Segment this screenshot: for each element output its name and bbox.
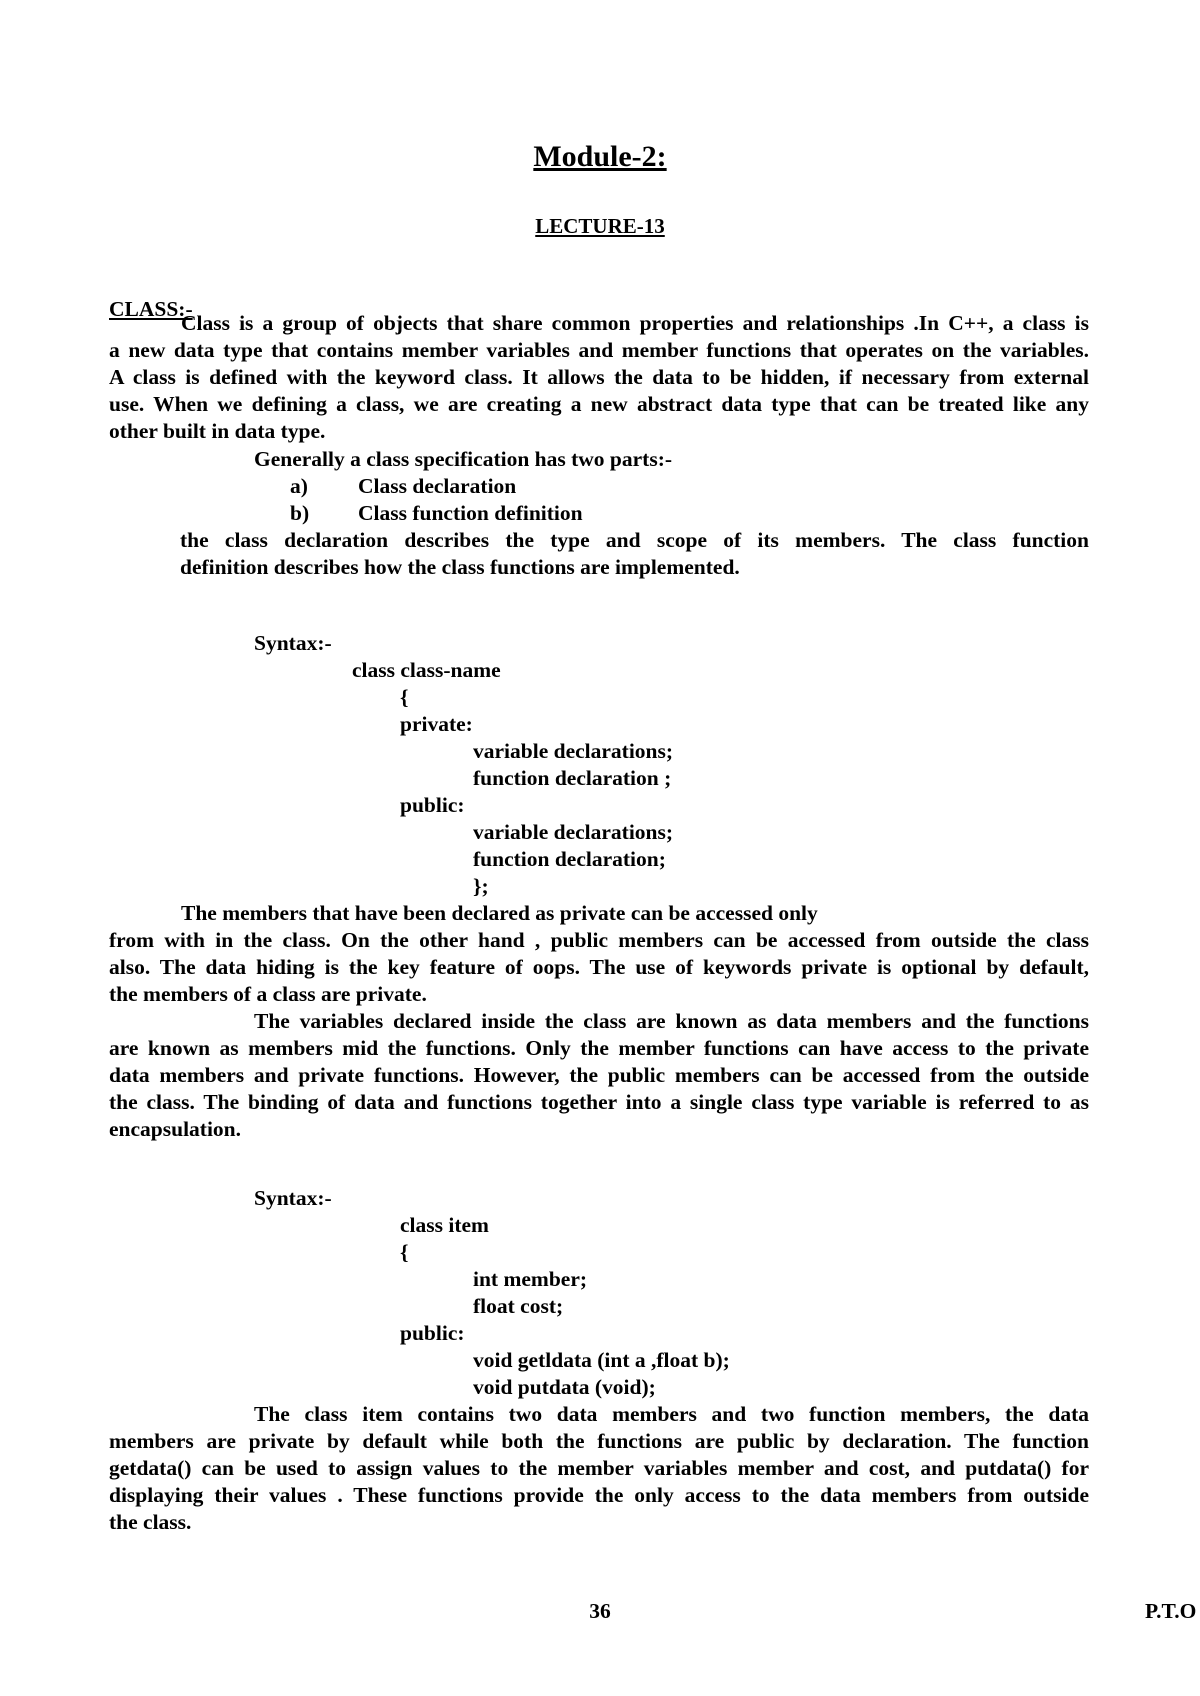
text-line: The variables declared inside the class are known as data members and the functions [254,1009,1089,1033]
text-line: the class. [109,1510,192,1534]
text-line: getdata() can be used to assign values to the member variables member and cost, and putdata() for [109,1456,1089,1480]
code-line: void putdata (void); [473,1375,656,1399]
text-line: encapsulation. [109,1117,242,1141]
code-line: int member; [473,1267,588,1291]
section-heading: CLASS:- [109,297,193,321]
text-line: from with in the class. On the other hand , public members can be accessed from outside the class [109,928,1089,952]
item-paragraph [109,1401,1089,1536]
text-line: use. When we defining a class, we are creating a new abstract data type that can be treated like any [109,392,1089,416]
text-line: displaying their values . These functions provide the only access to the data members from outside [109,1483,1089,1507]
declaration-paragraph [180,527,1089,581]
list-marker: b) [290,501,310,525]
text-line: definition describes how the class functions are implemented. [180,555,740,579]
code-line: }; [473,874,489,898]
text-line: the members of a class are private. [109,982,427,1006]
text-line: data members and private functions. However, the public members can be accessed from the outside [109,1063,1089,1087]
code-line: variable declarations; [473,820,674,844]
code-line: class class-name [352,658,501,682]
text-line: the class. The binding of data and functions together into a single class type variable is referred to as [109,1090,1089,1114]
text-line: also. The data hiding is the key feature of oops. The use of keywords private is optional by default, [109,955,1089,979]
page-number: 36 [589,1599,611,1623]
pto-note: P.T.O [1145,1599,1197,1623]
code-line: public: [400,793,465,817]
code-line: { [400,685,409,709]
text-line: members are private by default while both the functions are public by declaration. The function [109,1429,1089,1453]
variables-paragraph [109,1008,1089,1143]
text-line: The members that have been declared as private can be accessed only [181,901,818,925]
lecture-title: LECTURE-13 [535,214,665,238]
code-line: float cost; [473,1294,564,1318]
members-paragraph [109,900,1089,1008]
text-line: A class is defined with the keyword class. It allows the data to be hidden, if necessary from external [109,365,1089,389]
module-title: Module-2: [533,140,667,173]
intro-paragraph [109,310,1089,445]
syntax-label: Syntax:- [254,631,332,655]
text-line: are known as members mid the functions. Only the member functions can have access to the private [109,1036,1089,1060]
code-line: private: [400,712,473,736]
syntax-label: Syntax:- [254,1186,332,1210]
text-line: the class declaration describes the type and scope of its members. The class function [180,528,1089,552]
text-line: other built in data type. [109,419,326,443]
list-text: Class function definition [358,501,583,525]
text-line: The class item contains two data members and two function members, the data [254,1402,1089,1426]
code-line: function declaration ; [473,766,672,790]
code-line: variable declarations; [473,739,674,763]
code-line: public: [400,1321,465,1345]
code-line: { [400,1240,409,1264]
parts-intro: Generally a class specification has two parts:- [254,447,673,471]
code-line: void getldata (int a ,float b); [473,1348,730,1372]
text-line: a new data type that contains member variables and member functions that operates on the variables. [109,338,1089,362]
list-text: Class declaration [358,474,517,498]
code-line: class item [400,1213,489,1237]
list-marker: a) [290,474,308,498]
text-line: Class is a group of objects that share common properties and relationships .In C++, a class is [181,311,1089,335]
code-line: function declaration; [473,847,666,871]
